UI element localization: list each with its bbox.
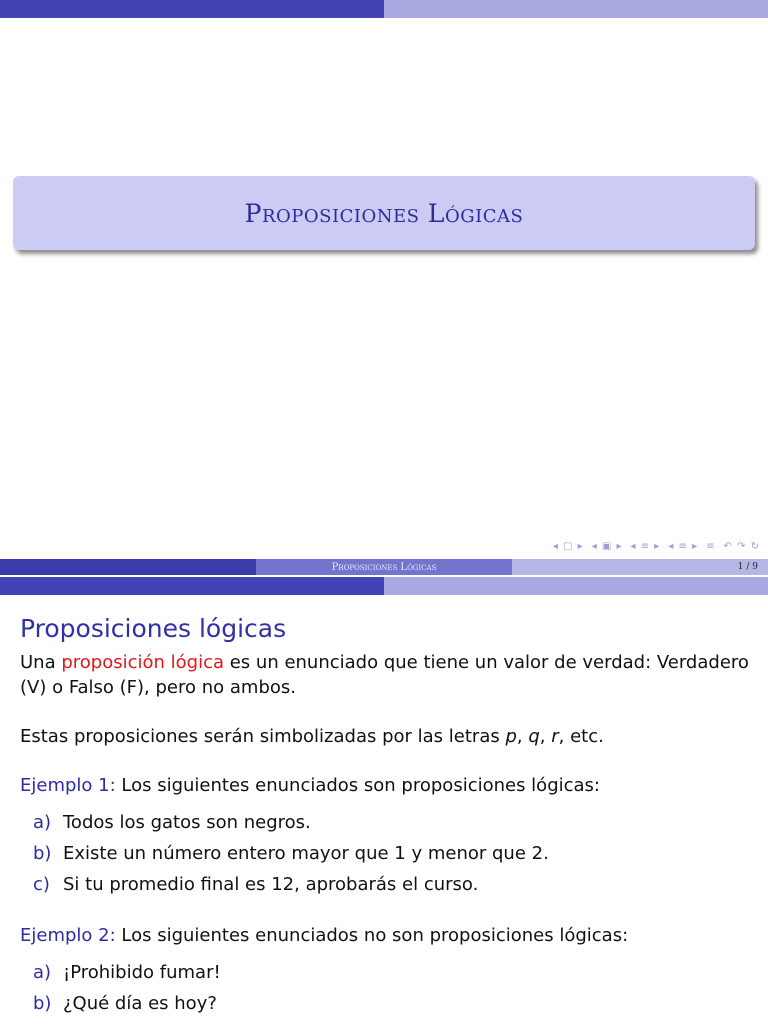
list-item-text: Si tu promedio final es 12, aprobarás el curso. xyxy=(63,874,479,895)
header-bar-left xyxy=(0,0,384,18)
list-item xyxy=(20,960,760,985)
header-bar xyxy=(0,577,768,595)
list-item-text: Todos los gatos son negros. xyxy=(63,812,311,833)
list-item xyxy=(20,841,760,866)
slide-2 xyxy=(0,577,768,1024)
definition-term: proposición lógica xyxy=(61,652,225,673)
footer-title: Proposiciones Lógicas xyxy=(256,559,512,575)
example-2-text: Los siguientes enunciados no son proposiciones lógicas: xyxy=(115,925,629,946)
symbols-before: Estas proposiciones serán simbolizadas por las letras xyxy=(20,726,506,747)
nav-slide-icon[interactable]: ◂ ▢ ▸ xyxy=(552,541,584,552)
definition-paragraph xyxy=(20,650,760,700)
list-item-text: ¿Qué día es hoy? xyxy=(63,993,217,1014)
symbol-r: r xyxy=(551,726,559,747)
list-marker: a) xyxy=(33,812,52,833)
list-item-text: Existe un número entero mayor que 1 y menor que 2. xyxy=(63,843,549,864)
footer-bar xyxy=(0,559,768,575)
definition-after: es un enunciado que tiene un valor de verdad: Verdadero (V) o Falso (F), pero no ambos. xyxy=(20,652,749,698)
symbols-paragraph xyxy=(20,724,760,749)
footer-left xyxy=(0,559,256,575)
symbol-sep-1: , xyxy=(516,726,529,747)
list-item xyxy=(20,991,760,1016)
example-1-heading xyxy=(20,773,760,798)
beamer-navigation xyxy=(553,541,760,552)
example-1-list xyxy=(20,810,760,897)
example-1-label: Ejemplo 1: xyxy=(20,775,116,796)
list-marker: b) xyxy=(33,843,52,864)
header-bar-right xyxy=(384,577,768,595)
symbol-sep-2: , xyxy=(539,726,552,747)
list-marker: c) xyxy=(33,874,50,895)
list-item xyxy=(20,872,760,897)
nav-section-icon[interactable]: ◂ ≡ ▸ xyxy=(668,541,699,552)
list-marker: a) xyxy=(33,962,52,983)
nav-frame-icon[interactable]: ◂ ▣ ▸ xyxy=(591,541,623,552)
list-item-text: ¡Prohibido fumar! xyxy=(63,962,221,983)
symbol-p: p xyxy=(505,726,517,747)
symbols-after: , etc. xyxy=(558,726,604,747)
slide-content xyxy=(20,650,760,1022)
title-box xyxy=(13,176,755,250)
list-marker: b) xyxy=(33,993,52,1014)
presentation-title: Proposiciones Lógicas xyxy=(244,198,524,228)
frame-title: Proposiciones lógicas xyxy=(20,614,287,643)
example-2-list xyxy=(20,960,760,1016)
nav-document-icon[interactable]: ≡ xyxy=(706,541,716,552)
example-2-label: Ejemplo 2: xyxy=(20,925,116,946)
header-bar-left xyxy=(0,577,384,595)
example-2-heading xyxy=(20,923,760,948)
nav-search-icon[interactable]: ↶ ↷ ↻ xyxy=(723,541,760,552)
nav-subsection-icon[interactable]: ◂ ≡ ▸ xyxy=(630,541,661,552)
definition-before: Una xyxy=(20,652,62,673)
page-number: 1 / 9 xyxy=(512,559,768,575)
header-bar xyxy=(0,0,768,18)
symbol-q: q xyxy=(528,726,540,747)
list-item xyxy=(20,810,760,835)
header-bar-right xyxy=(384,0,768,18)
example-1-text: Los siguientes enunciados son proposiciones lógicas: xyxy=(115,775,600,796)
